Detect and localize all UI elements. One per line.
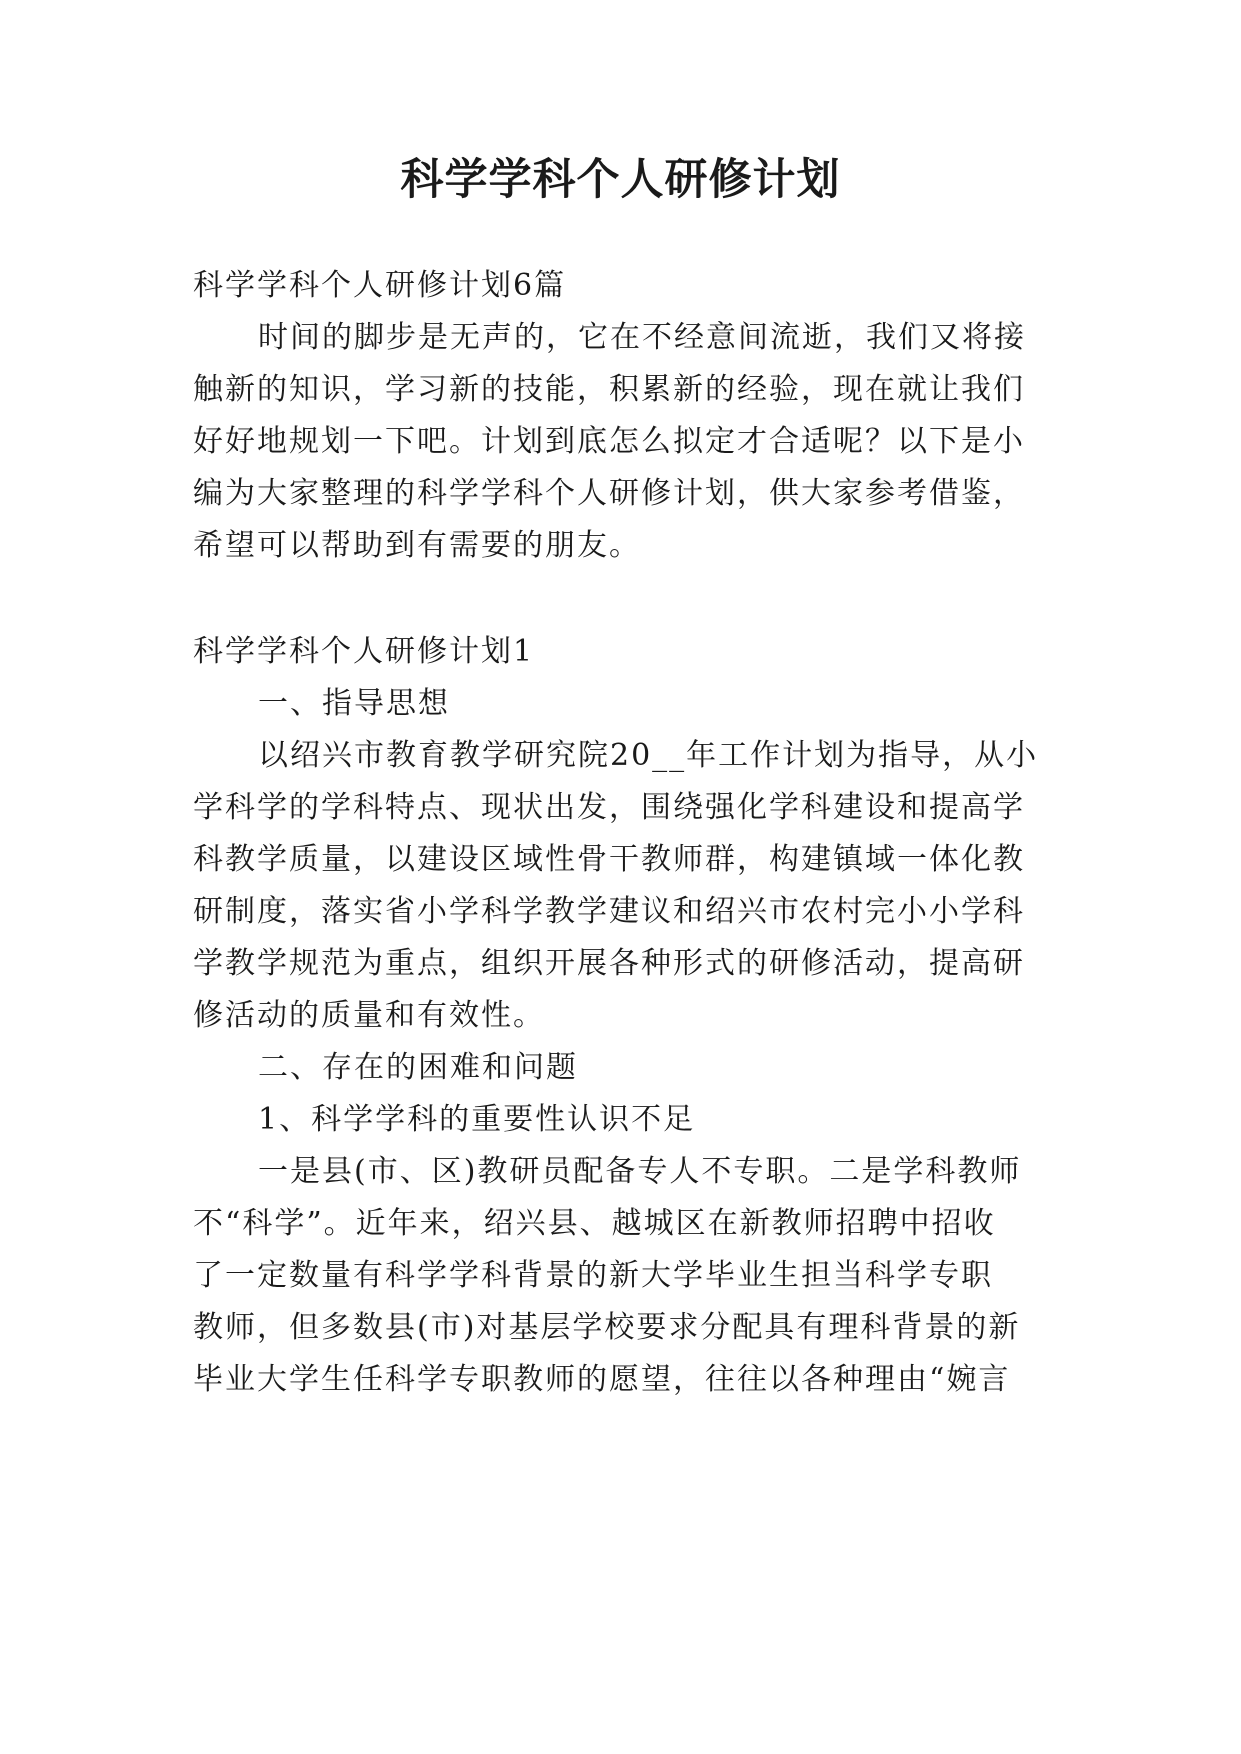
paragraph-line: 触新的知识，学习新的技能，积累新的经验，现在就让我们 (193, 372, 1025, 407)
paragraph-line: 编为大家整理的科学学科个人研修计划，供大家参考借鉴， (193, 476, 1025, 511)
paragraph-line: 了一定数量有科学学科背景的新大学毕业生担当科学专职 (193, 1258, 993, 1293)
paragraph-line: 科教学质量，以建设区域性骨干教师群，构建镇域一体化教 (193, 842, 1025, 877)
subsection-heading: 1、科学学科的重要性认识不足 (258, 1102, 696, 1137)
paragraph-line: 时间的脚步是无声的，它在不经意间流逝，我们又将接 (258, 320, 1026, 355)
paragraph-line: 不“科学”。近年来，绍兴县、越城区在新教师招聘中招收 (193, 1206, 996, 1241)
paragraph-line: 以绍兴市教育教学研究院20__年工作计划为指导，从小 (258, 738, 1039, 773)
paragraph-line: 毕业大学生任科学专职教师的愿望，往往以各种理由“婉言 (193, 1362, 1011, 1397)
section-heading: 科学学科个人研修计划1 (193, 634, 535, 669)
paragraph-line: 修活动的质量和有效性。 (193, 998, 545, 1033)
paragraph-line: 研制度，落实省小学科学教学建议和绍兴市农村完小小学科 (193, 894, 1025, 929)
subsection-heading: 一、指导思想 (258, 686, 450, 721)
paragraph-line: 希望可以帮助到有需要的朋友。 (193, 528, 641, 563)
document-subtitle: 科学学科个人研修计划6篇 (193, 268, 567, 303)
paragraph-line: 好好地规划一下吧。计划到底怎么拟定才合适呢？以下是小 (193, 424, 1025, 459)
document-title: 科学学科个人研修计划 (400, 155, 841, 205)
paragraph-line: 一是县(市、区)教研员配备专人不专职。二是学科教师 (258, 1154, 1022, 1189)
subsection-heading: 二、存在的困难和问题 (258, 1050, 578, 1085)
paragraph-line: 教师，但多数县(市)对基层学校要求分配具有理科背景的新 (193, 1310, 1021, 1345)
paragraph-line: 学教学规范为重点，组织开展各种形式的研修活动，提高研 (193, 946, 1025, 981)
paragraph-line: 学科学的学科特点、现状出发，围绕强化学科建设和提高学 (193, 790, 1025, 825)
